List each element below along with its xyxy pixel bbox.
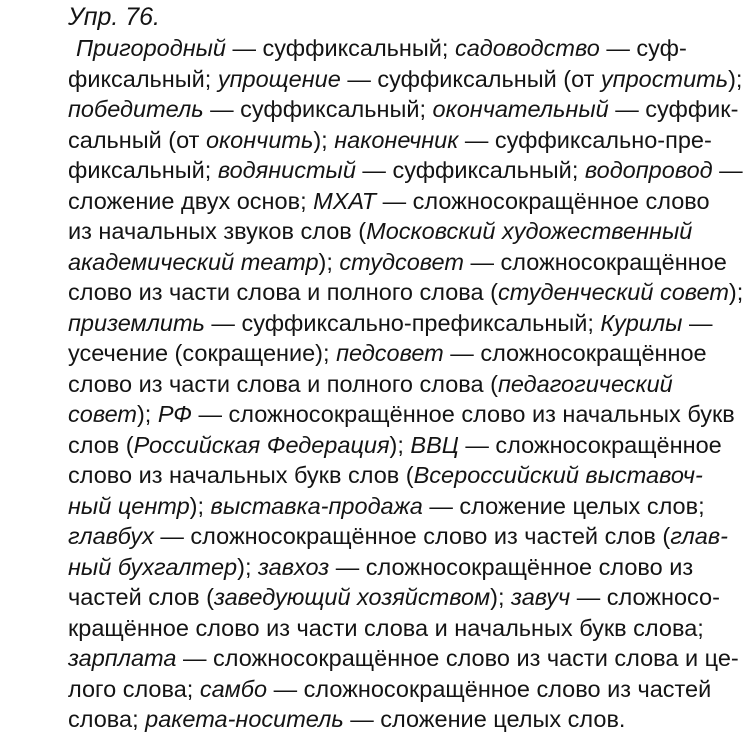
plain-text: ); — [389, 431, 411, 458]
text-line — [68, 521, 728, 552]
plain-text: ); — [490, 584, 512, 610]
italic-term: студенческий совет — [497, 279, 729, 305]
plain-text: — суффик- — [608, 96, 739, 122]
italic-term: зарплата — [68, 645, 177, 671]
plain-text: — сложносокращённое — [458, 431, 722, 458]
plain-text: — суффиксальный; — [226, 35, 455, 61]
plain-text: ); — [728, 65, 743, 92]
plain-text: фиксальный; — [68, 65, 218, 92]
text-line — [68, 94, 739, 125]
text-line — [68, 491, 705, 522]
text-line — [68, 186, 710, 217]
text-line — [68, 64, 743, 95]
italic-term: Всероссийский выставоч- — [413, 462, 703, 488]
text-line — [68, 338, 707, 369]
text-line — [68, 613, 704, 644]
italic-term: ный центр — [68, 492, 190, 519]
plain-text: ); — [728, 279, 743, 305]
italic-term: главбух — [68, 523, 154, 549]
plain-text: слово из начальных букв слов ( — [68, 462, 414, 488]
plain-text: — сложносокращённое слово — [376, 187, 710, 214]
text-line — [68, 674, 712, 705]
plain-text: — суффиксальный (от — [340, 65, 601, 92]
italic-term: самбо — [199, 675, 268, 702]
text-line — [68, 399, 735, 430]
italic-term: выставка-продажа — [210, 492, 423, 519]
exercise-title: Упр. 76. — [68, 3, 161, 31]
plain-text: слово из части слова и полного слова ( — [68, 370, 498, 397]
plain-text: — сложение целых слов. — [343, 706, 626, 732]
plain-text: ); — [237, 553, 259, 580]
italic-term: приземлить — [68, 309, 205, 336]
plain-text: усечение (сокращение); — [68, 340, 337, 366]
text-line — [68, 155, 743, 186]
italic-term: академический театр — [68, 248, 319, 275]
italic-term: МХАТ — [313, 187, 377, 214]
plain-text: — сложносокращённое — [443, 340, 707, 366]
plain-text: — сложносо- — [570, 584, 720, 610]
italic-term: победитель — [68, 96, 204, 122]
text-line — [68, 277, 743, 308]
text-line — [68, 308, 713, 339]
plain-text: сложение двух основ; — [68, 187, 314, 214]
italic-term: Московский художественный — [366, 218, 693, 244]
text-line — [68, 369, 673, 400]
plain-text: — — [712, 157, 743, 183]
italic-term: студсовет — [339, 248, 464, 275]
italic-term: завхоз — [258, 553, 330, 580]
plain-text: фиксальный; — [68, 157, 218, 183]
plain-text: слово из части слова и полного слова ( — [68, 279, 498, 305]
text-line — [68, 430, 722, 461]
plain-text: — сложносокращённое слово из начальных букв — [191, 401, 735, 427]
text-line — [68, 460, 703, 491]
italic-term: упростить — [600, 65, 729, 92]
plain-text: ); — [136, 401, 158, 427]
plain-text: — суффиксальный; — [355, 157, 585, 183]
plain-text: слов ( — [68, 431, 134, 458]
italic-term: наконечник — [334, 126, 459, 153]
text-line — [68, 33, 687, 64]
italic-term: завуч — [511, 584, 571, 610]
text-line — [68, 643, 739, 674]
plain-text: — сложение целых слов; — [422, 492, 705, 519]
text-line — [68, 216, 693, 247]
italic-term: ракета-носитель — [145, 706, 344, 732]
italic-term: водопровод — [584, 157, 713, 183]
italic-term: упрощение — [217, 65, 341, 92]
italic-term: окончить — [205, 126, 314, 153]
text-line — [68, 125, 712, 156]
italic-term: Курилы — [600, 309, 683, 336]
plain-text: лого слова; — [68, 675, 200, 702]
plain-text: — сложносокращённое слово из части слова и це- — [176, 645, 739, 671]
exercise-answer-text — [68, 33, 743, 735]
italic-term: совет — [68, 401, 137, 427]
text-line — [68, 247, 727, 278]
plain-text: — сложносокращённое слово из частей — [267, 675, 712, 702]
plain-text: — суффиксально-пре- — [458, 126, 712, 153]
italic-term: заведующий хозяйством — [213, 584, 491, 610]
plain-text: ); — [318, 248, 340, 275]
italic-term: ВВЦ — [410, 431, 459, 458]
plain-text: сальный (от — [68, 126, 206, 153]
plain-text: ); — [313, 126, 335, 153]
plain-text: — сложносокращённое слово из — [329, 553, 694, 580]
plain-text: — сложносокращённое слово из частей слов ( — [153, 523, 671, 549]
italic-term: окончательный — [432, 96, 609, 122]
plain-text: кращённое слово из части слова и начальных букв слова; — [68, 614, 704, 641]
plain-text: частей слов ( — [68, 584, 214, 610]
italic-term: ный бухгалтер — [68, 553, 238, 580]
text-line — [68, 704, 668, 735]
italic-term: садоводство — [454, 35, 600, 61]
plain-text: — — [682, 309, 713, 336]
plain-text: ); — [189, 492, 211, 519]
italic-term: Российская Федерация — [133, 431, 390, 458]
italic-term: педагогический — [497, 370, 673, 397]
plain-text: слова; — [68, 706, 146, 732]
exercise-page — [68, 2, 743, 735]
italic-term: глав- — [670, 523, 728, 549]
text-line — [68, 582, 720, 613]
plain-text: — суффиксальный; — [203, 96, 433, 122]
plain-text: — суф- — [599, 35, 687, 61]
plain-text: — сложносокращённое — [463, 248, 727, 275]
plain-text: — суффиксально-префиксальный; — [204, 309, 601, 336]
italic-term: Пригородный — [76, 35, 226, 61]
plain-text: из начальных звуков слов ( — [68, 218, 367, 244]
text-line — [68, 552, 694, 583]
italic-term: РФ — [157, 401, 192, 427]
italic-term: водянистый — [217, 157, 356, 183]
italic-term: педсовет — [336, 340, 444, 366]
